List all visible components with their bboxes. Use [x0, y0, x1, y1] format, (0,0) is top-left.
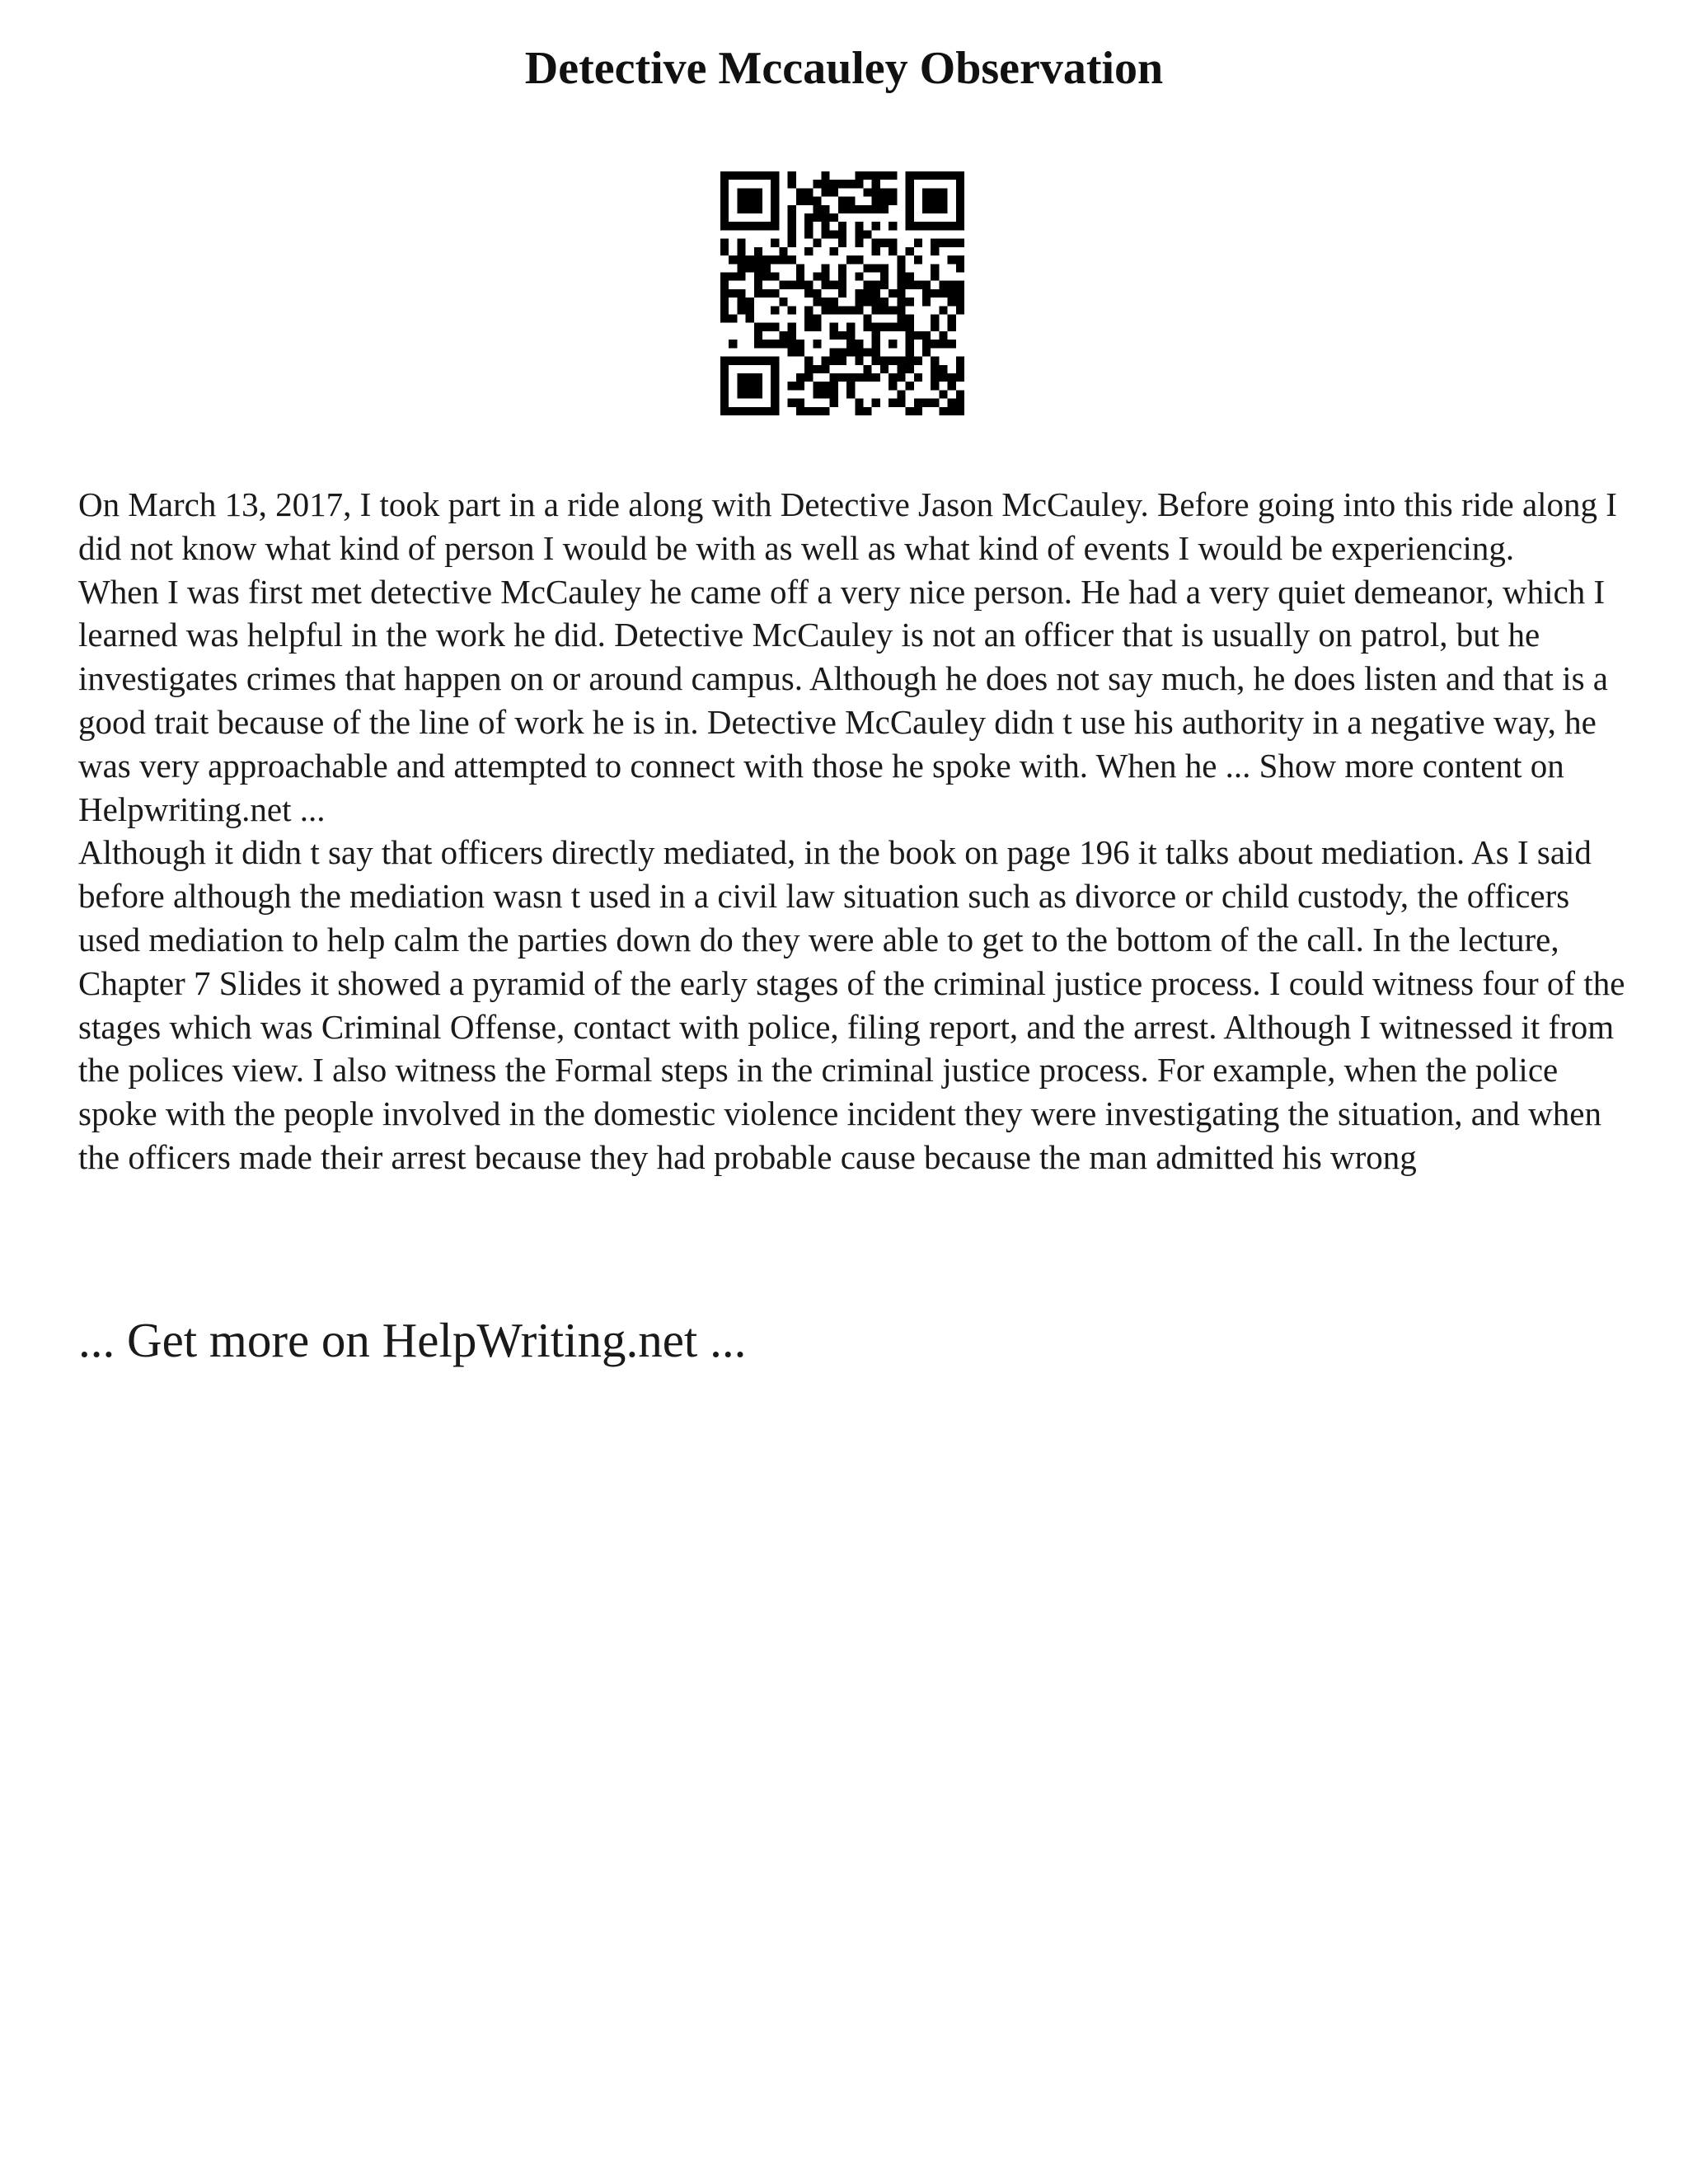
paragraph-intro: On March 13, 2017, I took part in a ride along with Detective Jason McCauley. Before going into this ride along I did not know what kind of person I would be with as well as what kind of events I would be experiencing. — [78, 485, 1617, 567]
essay-body — [78, 483, 1628, 1179]
paragraph-mediation: Although it didn t say that officers directly mediated, in the book on page 196 it talks about mediation. As I said before although the mediation wasn t used in a civil law situation such as divorce or child custody, the officers used mediation to help calm the parties down do they were able to get to the bottom of the call. In the lecture, Chapter 7 Slides it showed a pyramid of the early stages of the criminal justice process. I could witness four of the stages which was Criminal Offense, contact with police, filing report, and the arrest. Although I witnessed it from the polices view. I also witness the Formal steps in the criminal justice process. For example, when the police spoke with the people involved in the domestic violence incident they were investigating the situation, and when the officers made their arrest because they had probable cause because the man admitted his wrong — [78, 833, 1625, 1176]
paragraph-first-impression: When I was first met detective McCauley he came off a very nice person. He had a very quiet demeanor, which I learned was helpful in the work he did. Detective McCauley is not an officer that is usually on patrol, but he investigates crimes that happen on or around campus. Although he does not say much, he does listen and that is a good trait because of the line of work he is in. Detective McCauley didn t use his authority in a negative way, he was very approachable and attempted to connect with those he spoke with. When he ... Show more content on Helpwriting.net ... — [78, 572, 1608, 828]
qr-code-icon — [720, 171, 964, 415]
page-title: Detective Mccauley Observation — [524, 43, 1164, 94]
get-more-link[interactable]: ... Get more on HelpWriting.net ... — [78, 1313, 747, 1367]
